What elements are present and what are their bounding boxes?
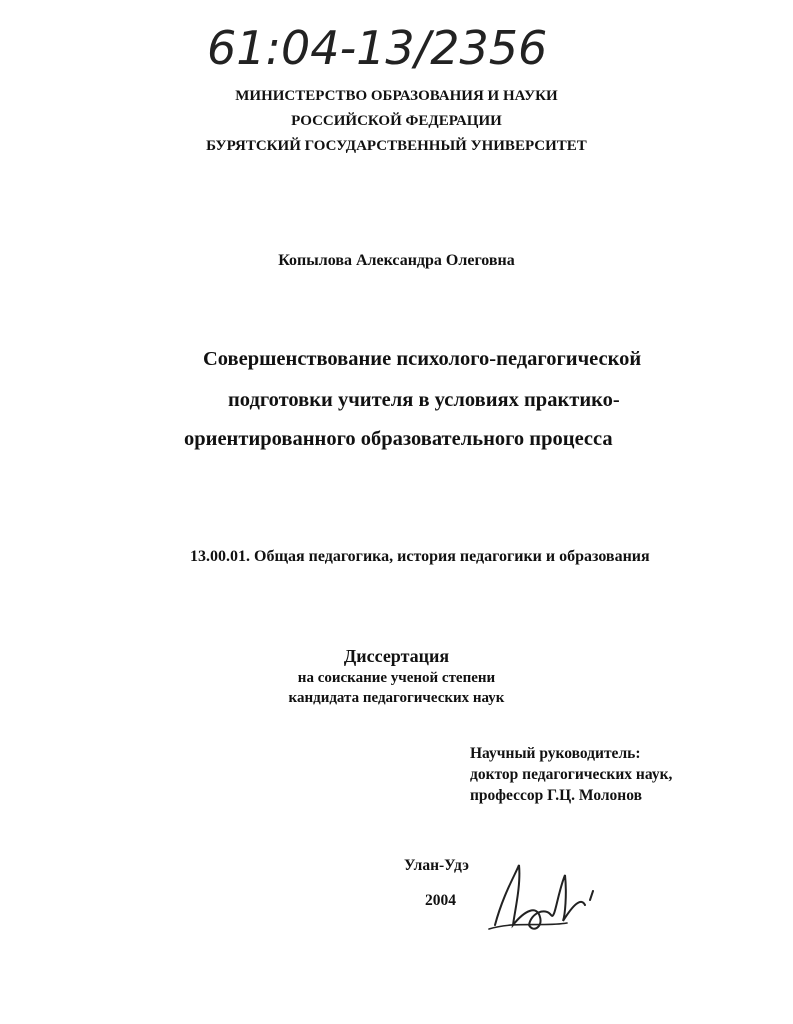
title-line-1: Совершенствование психолого-педагогической: [203, 348, 642, 370]
supervisor-label: Научный руководитель:: [470, 745, 641, 762]
author-name: Копылова Александра Олеговна: [278, 252, 515, 269]
city: Улан-Удэ: [404, 857, 469, 874]
specialty-code: 13.00.01. Общая педагогика, история педагогики и образования: [190, 548, 650, 565]
ministry-line-1: МИНИСТЕРСТВО ОБРАЗОВАНИЯ И НАУКИ: [235, 88, 558, 104]
title-line-3: ориентированного образовательного процесса: [184, 428, 613, 450]
handwritten-catalog-number: [205, 8, 548, 88]
dissertation-heading: Диссертация: [343, 646, 450, 666]
dissertation-subtitle-2: кандидата педагогических наук: [288, 690, 505, 706]
supervisor-degree: доктор педагогических наук,: [470, 766, 673, 783]
university-line: БУРЯТСКИЙ ГОСУДАРСТВЕННЫЙ УНИВЕРСИТЕТ: [206, 138, 587, 154]
year: 2004: [425, 892, 456, 909]
catalog-number-text: 61:04-13/2356: [207, 21, 548, 75]
supervisor-name: профессор Г.Ц. Молонов: [470, 787, 642, 804]
title-line-2: подготовки учителя в условиях практико-: [228, 389, 620, 411]
ministry-line-2: РОССИЙСКОЙ ФЕДЕРАЦИИ: [291, 113, 502, 129]
signature-icon: [485, 855, 615, 945]
dissertation-subtitle-1: на соискание ученой степени: [297, 670, 496, 686]
